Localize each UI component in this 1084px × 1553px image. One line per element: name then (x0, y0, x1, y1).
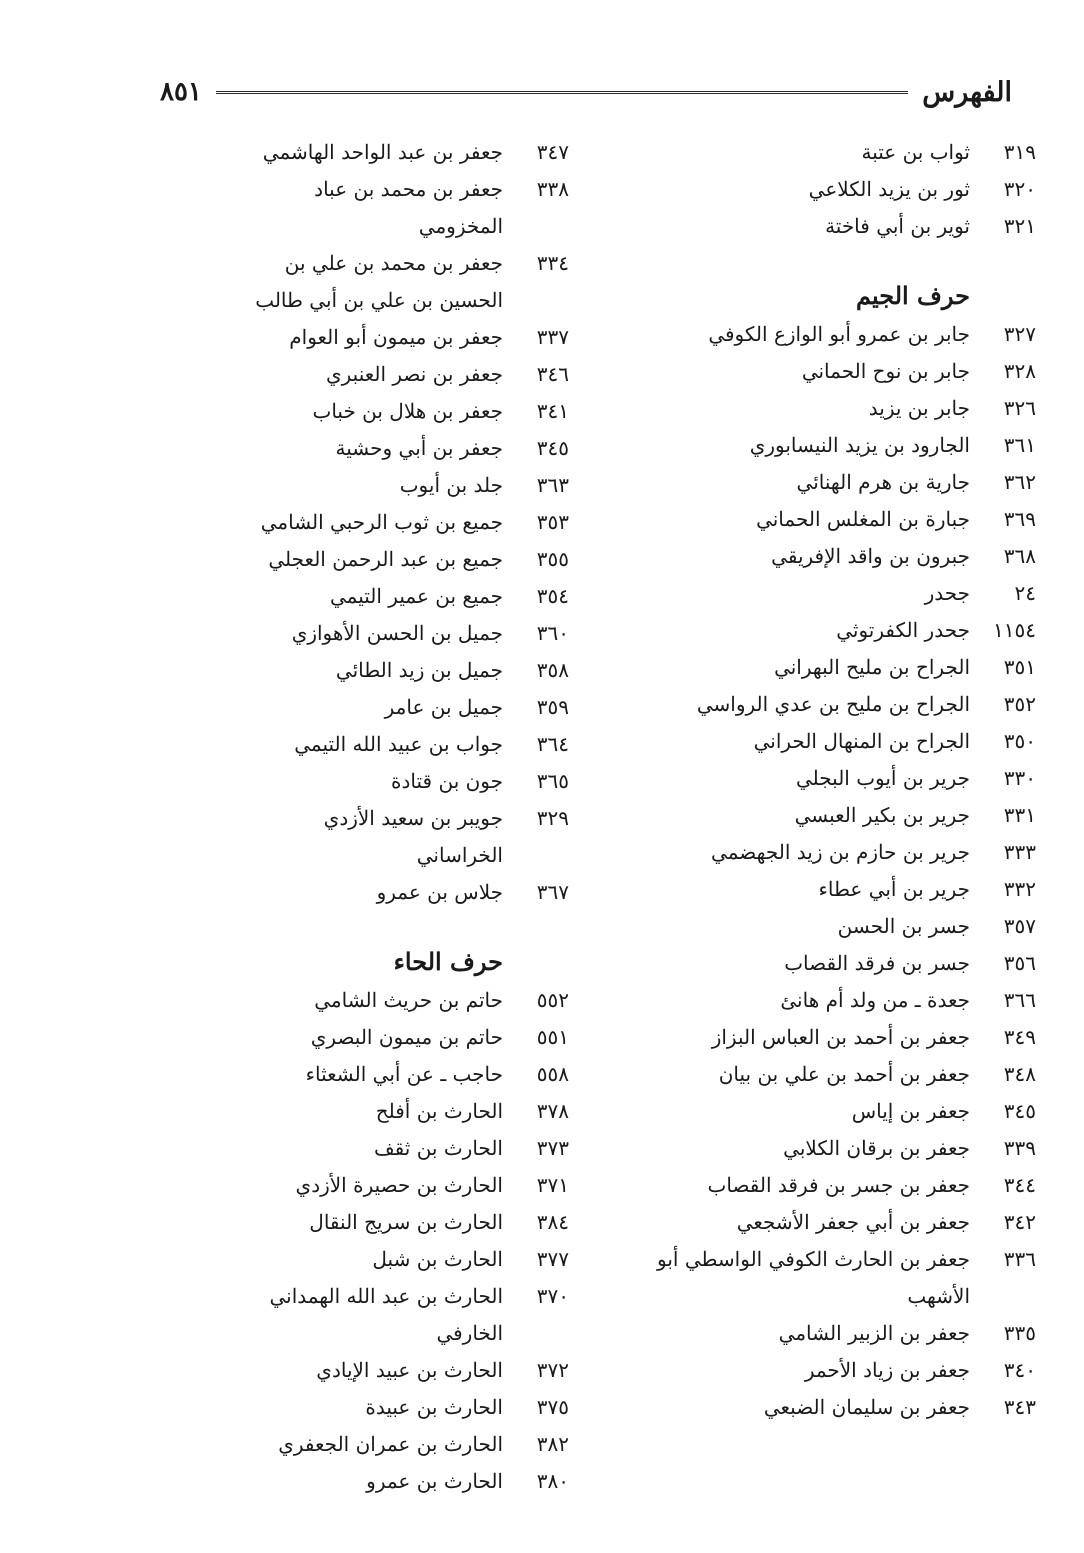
index-entry (239, 541, 569, 578)
entry-number: ٣٤٧ (536, 140, 569, 164)
page-header (160, 72, 1012, 112)
entry-number: ٣٦٩ (1003, 507, 1036, 531)
entry-number: ٣٧٣ (536, 1136, 569, 1160)
entry-number: ٣٦٣ (536, 473, 569, 497)
index-entry (239, 467, 569, 504)
entry-number: ٣٤٤ (1003, 1173, 1036, 1197)
entry-number: ٣٣٨ (536, 177, 569, 201)
entry-name: حاتم بن ميمون البصري (310, 1025, 503, 1049)
entry-number: ٣٤٥ (1003, 1099, 1036, 1123)
entry-name: جعفر بن أبي وحشية (335, 436, 503, 460)
index-entry (239, 1130, 569, 1167)
entry-name: الجارود بن يزيد النيسابوري (749, 433, 970, 457)
entry-number: ٣٣٩ (1003, 1136, 1036, 1160)
entry-number: ٣٣٢ (1003, 877, 1036, 901)
entry-name: جميع بن عمير التيمي (330, 584, 503, 608)
entry-number: ٣٦٦ (1003, 988, 1036, 1012)
index-entry (636, 908, 1036, 945)
entry-name: جون بن قتادة (391, 769, 503, 793)
entry-number: ٣٧٠ (536, 1284, 569, 1308)
index-entry (636, 1056, 1036, 1093)
index-entry (636, 1167, 1036, 1204)
index-entry (636, 760, 1036, 797)
entry-number: ٣٧٥ (536, 1395, 569, 1419)
header-title: الفهرس (922, 76, 1012, 108)
entry-number: ٣٦١ (1003, 433, 1036, 457)
entry-name: جعفر بن الحارث الكوفي الواسطي أبو الأشهب (657, 1247, 970, 1308)
index-entry (239, 1426, 569, 1463)
entry-name: جعفر بن عبد الواحد الهاشمي (262, 140, 503, 164)
entry-name: جرير بن حازم بن زيد الجهضمي (711, 840, 970, 864)
entry-name: جابر بن نوح الحماني (801, 359, 970, 383)
entry-number: ٣٦٨ (1003, 544, 1036, 568)
index-column-left (239, 134, 569, 1500)
index-entry (636, 501, 1036, 538)
index-entry (239, 1019, 569, 1056)
index-entry (239, 578, 569, 615)
entry-number: ٣٧٧ (536, 1247, 569, 1271)
entry-number: ٣٦٠ (536, 621, 569, 645)
index-entry (239, 319, 569, 356)
entry-name: جعفر بن أحمد بن علي بن بيان (718, 1062, 970, 1086)
index-entry (239, 430, 569, 467)
entry-name: جعفر بن سليمان الضبعي (763, 1395, 970, 1419)
entry-name: الحارث بن حصيرة الأزدي (295, 1173, 503, 1197)
entry-number: ٣٧١ (536, 1173, 569, 1197)
index-entry (239, 245, 569, 319)
entry-name: جعفر بن الزبير الشامي (778, 1321, 970, 1345)
entry-number: ٣٢٠ (1003, 177, 1036, 201)
entry-name: جرير بن أيوب البجلي (795, 766, 970, 790)
index-entry (239, 1389, 569, 1426)
entry-number: ٣٣٤ (536, 251, 569, 275)
entry-name: جعفر بن محمد بن علي بن الحسين بن علي بن أبي طالب (255, 251, 503, 312)
entry-name: جلد بن أيوب (399, 473, 503, 497)
entry-number: ٣٦٢ (1003, 470, 1036, 494)
entry-number: ٣٥٨ (536, 658, 569, 682)
entry-name: ثور بن يزيد الكلاعي (808, 177, 970, 201)
index-entry (239, 800, 569, 874)
section-heading: حرف الجيم (856, 281, 970, 310)
entry-name: جحدر (924, 581, 970, 605)
entry-number: ٣٤٩ (1003, 1025, 1036, 1049)
index-entry (636, 134, 1036, 171)
index-entry (636, 686, 1036, 723)
entry-name: جميع بن ثوب الرحبي الشامي (260, 510, 503, 534)
entry-name: جبارة بن المغلس الحماني (756, 507, 970, 531)
entry-number: ٣٤٥ (536, 436, 569, 460)
index-entry (636, 649, 1036, 686)
index-entry (636, 390, 1036, 427)
index-entry (636, 575, 1036, 612)
entry-name: الحارث بن أفلح (375, 1099, 503, 1123)
entry-number: ٣٣١ (1003, 803, 1036, 827)
entry-number: ٣٢١ (1003, 214, 1036, 238)
entry-name: جابر بن يزيد (868, 396, 970, 420)
entry-name: جرير بن أبي عطاء (818, 877, 970, 901)
entry-name: الجراح بن المنهال الحراني (753, 729, 970, 753)
entry-name: جعفر بن إياس (851, 1099, 970, 1123)
index-entry (239, 763, 569, 800)
index-entry (636, 834, 1036, 871)
entry-name: حاتم بن حريث الشامي (314, 988, 503, 1012)
index-entry (636, 1241, 1036, 1315)
entry-name: الحارث بن ثقف (373, 1136, 503, 1160)
entry-name: ثوير بن أبي فاختة (825, 214, 970, 238)
entry-number: ٣٣٥ (1003, 1321, 1036, 1345)
entry-name: الحارث بن سريج النقال (309, 1210, 503, 1234)
entry-name: جسر بن الحسن (837, 914, 970, 938)
index-entry (636, 316, 1036, 353)
entry-name: ثواب بن عتبة (861, 140, 970, 164)
index-entry (636, 353, 1036, 390)
entry-number: ٣٤٣ (1003, 1395, 1036, 1419)
index-entry (636, 208, 1036, 245)
entry-number: ٣٤٠ (1003, 1358, 1036, 1382)
index-entry (239, 1241, 569, 1278)
entry-name: جعفر بن نصر العنبري (325, 362, 503, 386)
index-entry (636, 982, 1036, 1019)
entry-number: ٣٦٥ (536, 769, 569, 793)
entry-number: ٣٥٩ (536, 695, 569, 719)
index-entry (239, 689, 569, 726)
entry-number: ٣٥٤ (536, 584, 569, 608)
entry-number: ٥٥٢ (536, 988, 569, 1012)
page-number: ٨٥١ (160, 77, 202, 107)
entry-name: حاجب ـ عن أبي الشعثاء (305, 1062, 503, 1086)
entry-name: جحدر الكفرتوثي (836, 618, 970, 642)
index-entry (636, 171, 1036, 208)
header-rule (216, 91, 908, 94)
index-entry (636, 1315, 1036, 1352)
entry-number: ٣٥٥ (536, 547, 569, 571)
entry-number: ٣٣٠ (1003, 766, 1036, 790)
index-entry (239, 134, 569, 171)
entry-number: ٣٥٧ (1003, 914, 1036, 938)
entry-name: جميع بن عبد الرحمن العجلي (268, 547, 503, 571)
index-entry (636, 1130, 1036, 1167)
index-entry (239, 356, 569, 393)
index-entry (239, 1167, 569, 1204)
index-entry (636, 1352, 1036, 1389)
index-entry (636, 538, 1036, 575)
entry-name: جواب بن عبيد الله التيمي (294, 732, 503, 756)
entry-name: جعفر بن أبي جعفر الأشجعي (736, 1210, 970, 1234)
index-entry (636, 871, 1036, 908)
entry-name: جعدة ـ من ولد أم هانئ (780, 988, 970, 1012)
entry-number: ٣٥٣ (536, 510, 569, 534)
entry-name: جعفر بن محمد بن عباد المخزومي (314, 177, 503, 238)
index-entry (636, 1204, 1036, 1241)
entry-number: ٣٣٦ (1003, 1247, 1036, 1271)
entry-name: جعفر بن جسر بن فرقد القصاب (707, 1173, 970, 1197)
index-entry (239, 652, 569, 689)
entry-name: الحارث بن عمران الجعفري (278, 1432, 503, 1456)
index-entry (239, 615, 569, 652)
entry-name: جعفر بن أحمد بن العباس البزاز (711, 1025, 970, 1049)
entry-number: ٣٢٨ (1003, 359, 1036, 383)
entry-number: ٣٧٢ (536, 1358, 569, 1382)
entry-name: جعفر بن هلال بن خباب (312, 399, 503, 423)
entry-name: الجراح بن مليح بن عدي الرواسي (696, 692, 970, 716)
index-entry (239, 1352, 569, 1389)
index-column-right (636, 134, 1036, 1426)
index-entry (239, 393, 569, 430)
entry-name: جميل بن الحسن الأهوازي (291, 621, 503, 645)
entry-number: ٣٥٢ (1003, 692, 1036, 716)
index-entry (636, 1389, 1036, 1426)
index-entry (239, 1056, 569, 1093)
entry-name: الجراح بن مليح البهراني (774, 655, 970, 679)
entry-number: ٣١٩ (1003, 140, 1036, 164)
entry-number: ٣٣٣ (1003, 840, 1036, 864)
entry-name: جميل بن زيد الطائي (335, 658, 503, 682)
entry-name: جرير بن بكير العبسي (794, 803, 970, 827)
section-heading: حرف الحاء (393, 947, 503, 976)
entry-name: جعفر بن زياد الأحمر (804, 1358, 970, 1382)
entry-name: جعفر بن برقان الكلابي (783, 1136, 970, 1160)
index-entry (636, 427, 1036, 464)
entry-number: ٣٢٧ (1003, 322, 1036, 346)
entry-name: الحارث بن عبد الله الهمداني الخارفي (269, 1284, 503, 1345)
entry-name: الحارث بن شبل (372, 1247, 503, 1271)
index-entry (239, 504, 569, 541)
index-entry (636, 723, 1036, 760)
index-entry (636, 464, 1036, 501)
index-entry (636, 1019, 1036, 1056)
entry-name: جابر بن عمرو أبو الوازع الكوفي (708, 322, 970, 346)
entry-number: ١١٥٤ (993, 618, 1036, 642)
index-entry (636, 945, 1036, 982)
entry-name: جويبر بن سعيد الأزدي الخراساني (323, 806, 503, 867)
entry-number: ٣٨٤ (536, 1210, 569, 1234)
entry-number: ٣٣٧ (536, 325, 569, 349)
entry-number: ٣٨٢ (536, 1432, 569, 1456)
entry-name: جميل بن عامر (384, 695, 503, 719)
index-entry (239, 171, 569, 245)
index-entry (636, 797, 1036, 834)
entry-number: ٢٤ (1014, 581, 1036, 605)
entry-number: ٣٥٠ (1003, 729, 1036, 753)
entry-number: ٣٥١ (1003, 655, 1036, 679)
entry-number: ٣٥٦ (1003, 951, 1036, 975)
index-entry (239, 982, 569, 1019)
entry-name: جسر بن فرقد القصاب (784, 951, 970, 975)
entry-number: ٥٥١ (536, 1025, 569, 1049)
entry-number: ٣٤٦ (536, 362, 569, 386)
entry-name: جعفر بن ميمون أبو العوام (289, 325, 503, 349)
index-entry (636, 612, 1036, 649)
entry-number: ٣٢٩ (536, 806, 569, 830)
entry-name: الحارث بن عبيد الإيادي (316, 1358, 503, 1382)
entry-number: ٣٦٧ (536, 880, 569, 904)
entry-number: ٣٧٨ (536, 1099, 569, 1123)
entry-number: ٣٨٠ (536, 1469, 569, 1493)
entry-number: ٣٤٢ (1003, 1210, 1036, 1234)
entry-number: ٣٤١ (536, 399, 569, 423)
entry-name: جارية بن هرم الهنائي (796, 470, 970, 494)
entry-name: الحارث بن عمرو (366, 1469, 503, 1493)
index-entry (636, 1093, 1036, 1130)
index-entry (239, 874, 569, 911)
entry-name: جبرون بن واقد الإفريقي (771, 544, 970, 568)
entry-name: جلاس بن عمرو (376, 880, 503, 904)
index-entry (239, 1093, 569, 1130)
index-entry (239, 1278, 569, 1352)
index-entry (239, 1204, 569, 1241)
entry-number: ٥٥٨ (536, 1062, 569, 1086)
entry-number: ٣٦٤ (536, 732, 569, 756)
entry-number: ٣٤٨ (1003, 1062, 1036, 1086)
entry-name: الحارث بن عبيدة (365, 1395, 503, 1419)
index-entry (239, 726, 569, 763)
index-entry (239, 1463, 569, 1500)
entry-number: ٣٢٦ (1003, 396, 1036, 420)
